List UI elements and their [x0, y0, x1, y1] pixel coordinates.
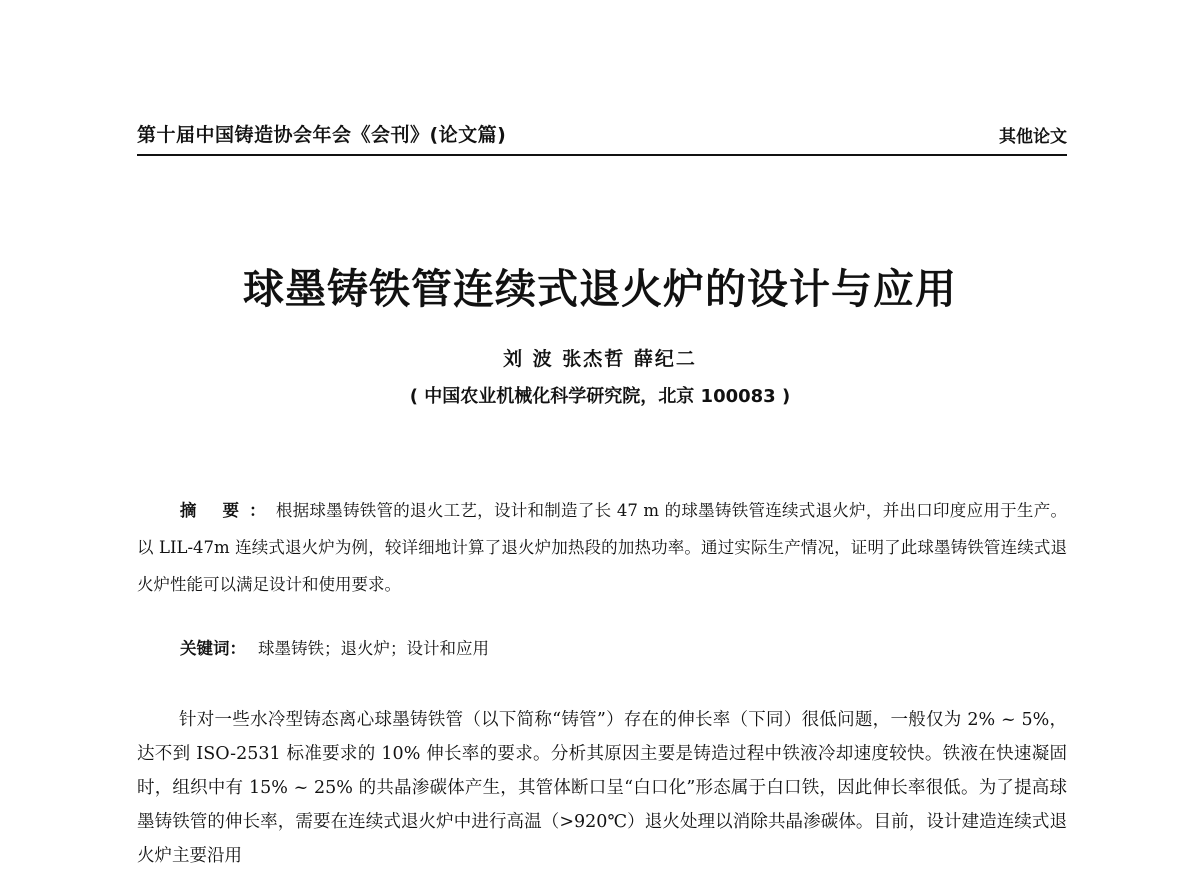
journal-name: 第十届中国铸造协会年会《会刊》(论文篇): [137, 124, 507, 146]
keywords: [180, 634, 1067, 664]
section-name: 其他论文: [999, 127, 1067, 147]
abstract-text: 根据球墨铸铁管的退火工艺，设计和制造了长 47 m 的球墨铸铁管连续式退火炉，并出口印度应用于生产。以 LIL-47m 连续式退火炉为例，较详细地计算了退火炉加热段的加热功率。通过实际生产情况，证明了此球墨铸铁管连续式退火炉性能可以满足设计和使用要求。: [137, 501, 1067, 594]
keywords-text: 球墨铸铁；退火炉；设计和应用: [258, 639, 489, 658]
authors: 刘 波 张杰哲 薛纪二: [503, 348, 697, 370]
body-paragraph: 针对一些水冷型铸态离心球墨铸铁管（以下简称“铸管”）存在的伸长率（下同）很低问题，一般仅为 2% ~ 5%，达不到 ISO-2531 标准要求的 10% 伸长率的要求。分析其原因主要是铸造过程中铁液冷却速度较快。铁液在快速凝固时，组织中有 15% ~ 25% 的共晶渗碳体产生，其管体断口呈“白口化”形态属于白口铁，因此伸长率很低。为了提高球墨铸铁管的伸长率，需要在连续式退火炉中进行高温（>920℃）退火处理以消除共晶渗碳体。目前，设计建造连续式退火炉主要沿用: [137, 710, 1067, 866]
keywords-label: 关键词：: [180, 639, 246, 658]
abstract: [137, 492, 1067, 603]
running-header: [137, 116, 1067, 156]
paper-title: 球墨铸铁管连续式退火炉的设计与应用: [243, 265, 957, 313]
affiliation: ( 中国农业机械化科学研究院，北京 100083 ): [409, 386, 791, 407]
abstract-label: 摘 要：: [179, 501, 276, 520]
